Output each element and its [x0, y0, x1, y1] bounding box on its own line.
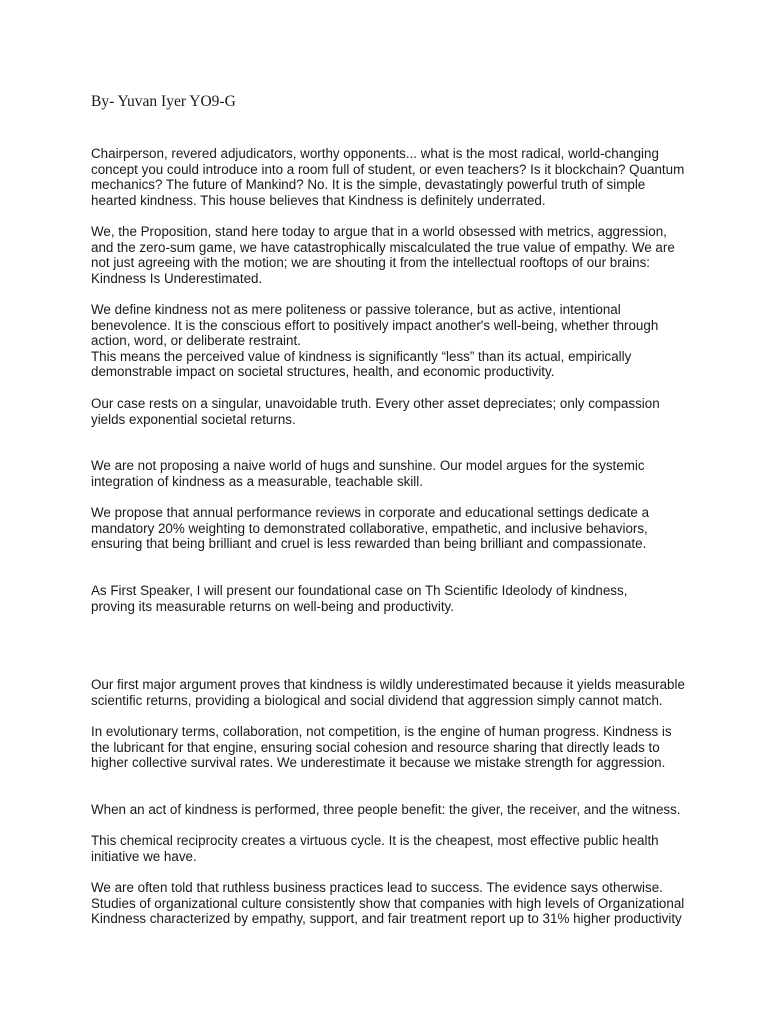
paragraph-first-speaker: As First Speaker, I will present our foundational case on Th Scientific Ideolody of kindness, proving its measurable returns on well-being and productivity. — [91, 583, 628, 614]
paragraph-business: We are often told that ruthless business practices lead to success. The evidence says otherwise. Studies of organizational culture consistently show that companies with high levels of Organizational Kindness characterized by empathy, support, and fair treatment report up to 31% higher productivity — [91, 880, 685, 927]
paragraph-case: Our case rests on a singular, unavoidable truth. Every other asset depreciates; only compassion yields exponential societal returns. — [91, 396, 660, 427]
paragraph-three-benefit: When an act of kindness is performed, three people benefit: the giver, the receiver, and the witness. — [91, 802, 681, 817]
paragraph-opening: Chairperson, revered adjudicators, worthy opponents... what is the most radical, world-changing concept you could introduce into a room full of student, or even teachers? Is it blockchain? Quantum mechanics? The future of Mankind? No. It is the simple, devastatingly powerful truth of simple hearted kindness. This house believes that Kindness is definitely underrated. — [91, 146, 685, 208]
paragraph-evolution: In evolutionary terms, collaboration, not competition, is the engine of human progress. Kindness is the lubricant for that engine, ensuring social cohesion and resource sharing that directly leads to higher collective survival rates. We underestimate it because we mistake strength for aggression. — [91, 724, 672, 771]
author-byline: By- Yuvan Iyer YO9-G — [91, 93, 236, 110]
paragraph-definition: We define kindness not as mere politeness or passive tolerance, but as active, intentional benevolence. It is the conscious effort to positively impact another's well-being, whether through action, word, or deliberate restraint. This means the perceived value of kindness is significantly “less” than its actual, empirically demonstrable impact on societal structures, health, and economic productivity. — [91, 302, 659, 380]
paragraph-model: We are not proposing a naive world of hugs and sunshine. Our model argues for the systemic integration of kindness as a measurable, teachable skill. — [91, 458, 645, 489]
paragraph-first-argument: Our first major argument proves that kindness is wildly underestimated because it yields measurable scientific returns, providing a biological and social dividend that aggression simply cannot match. — [91, 677, 685, 708]
paragraph-proposition: We, the Proposition, stand here today to argue that in a world obsessed with metrics, aggression, and the zero-sum game, we have catastrophically miscalculated the true value of empathy. We are not just agreeing with the motion; we are shouting it from the intellectual rooftops of our brains: Kindness Is Underestimated. — [91, 224, 675, 286]
paragraph-reciprocity: This chemical reciprocity creates a virtuous cycle. It is the cheapest, most effective public health initiative we have. — [91, 833, 659, 864]
paragraph-proposal: We propose that annual performance reviews in corporate and educational settings dedicate a mandatory 20% weighting to demonstrated collaborative, empathetic, and inclusive behaviors, ensuring that being brilliant and cruel is less rewarded than being brilliant and compassionate. — [91, 505, 650, 552]
